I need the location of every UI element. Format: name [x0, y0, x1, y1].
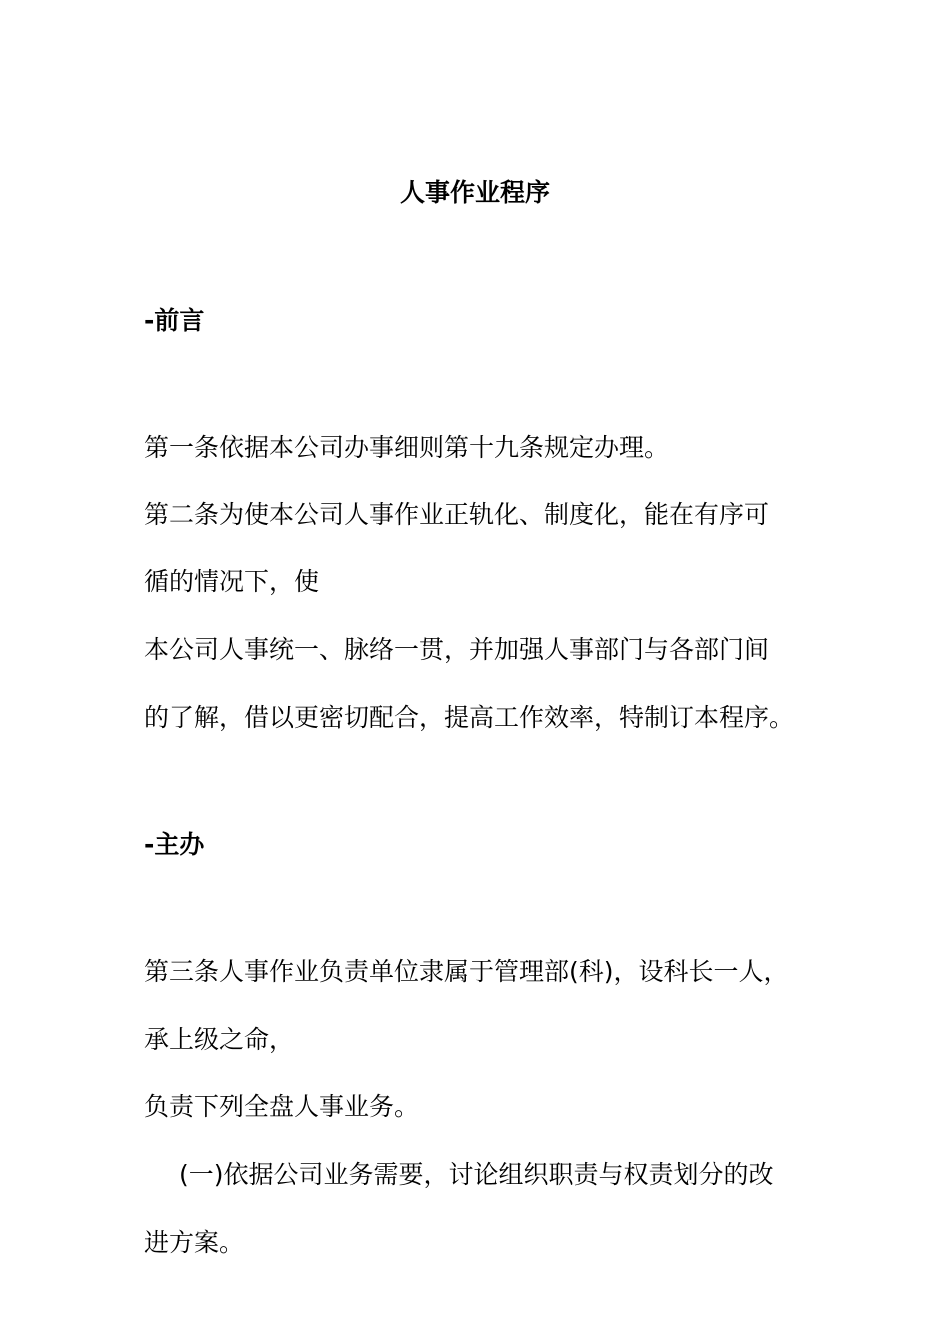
paragraph-line: 的了解，借以更密切配合，提高工作效率，特制订本程序。 — [144, 703, 795, 732]
document-title: 人事作业程序 — [399, 178, 550, 207]
paragraph-line: 本公司人事统一、脉络一贯，并加强人事部门与各部门间 — [144, 635, 770, 664]
section-heading-preface: -前言 — [144, 306, 205, 335]
paragraph-line: 第二条为使本公司人事作业正轨化、制度化，能在有序可 — [144, 500, 770, 529]
paragraph-line: 负责下列全盘人事业务。 — [144, 1092, 420, 1121]
paragraph-line: 进方案。 — [144, 1228, 245, 1257]
paragraph-line: 循的情况下，使 — [144, 567, 320, 596]
section-heading-organizer: -主办 — [144, 830, 205, 859]
paragraph-line: 第三条人事作业负责单位隶属于管理部(科)，设科长一人， — [144, 957, 789, 986]
paragraph-line: (一)依据公司业务需要，讨论组织职责与权责划分的改 — [179, 1160, 774, 1189]
paragraph-line: 承上级之命， — [144, 1025, 295, 1054]
paragraph-line: 第一条依据本公司办事细则第十九条规定办理。 — [144, 433, 670, 462]
